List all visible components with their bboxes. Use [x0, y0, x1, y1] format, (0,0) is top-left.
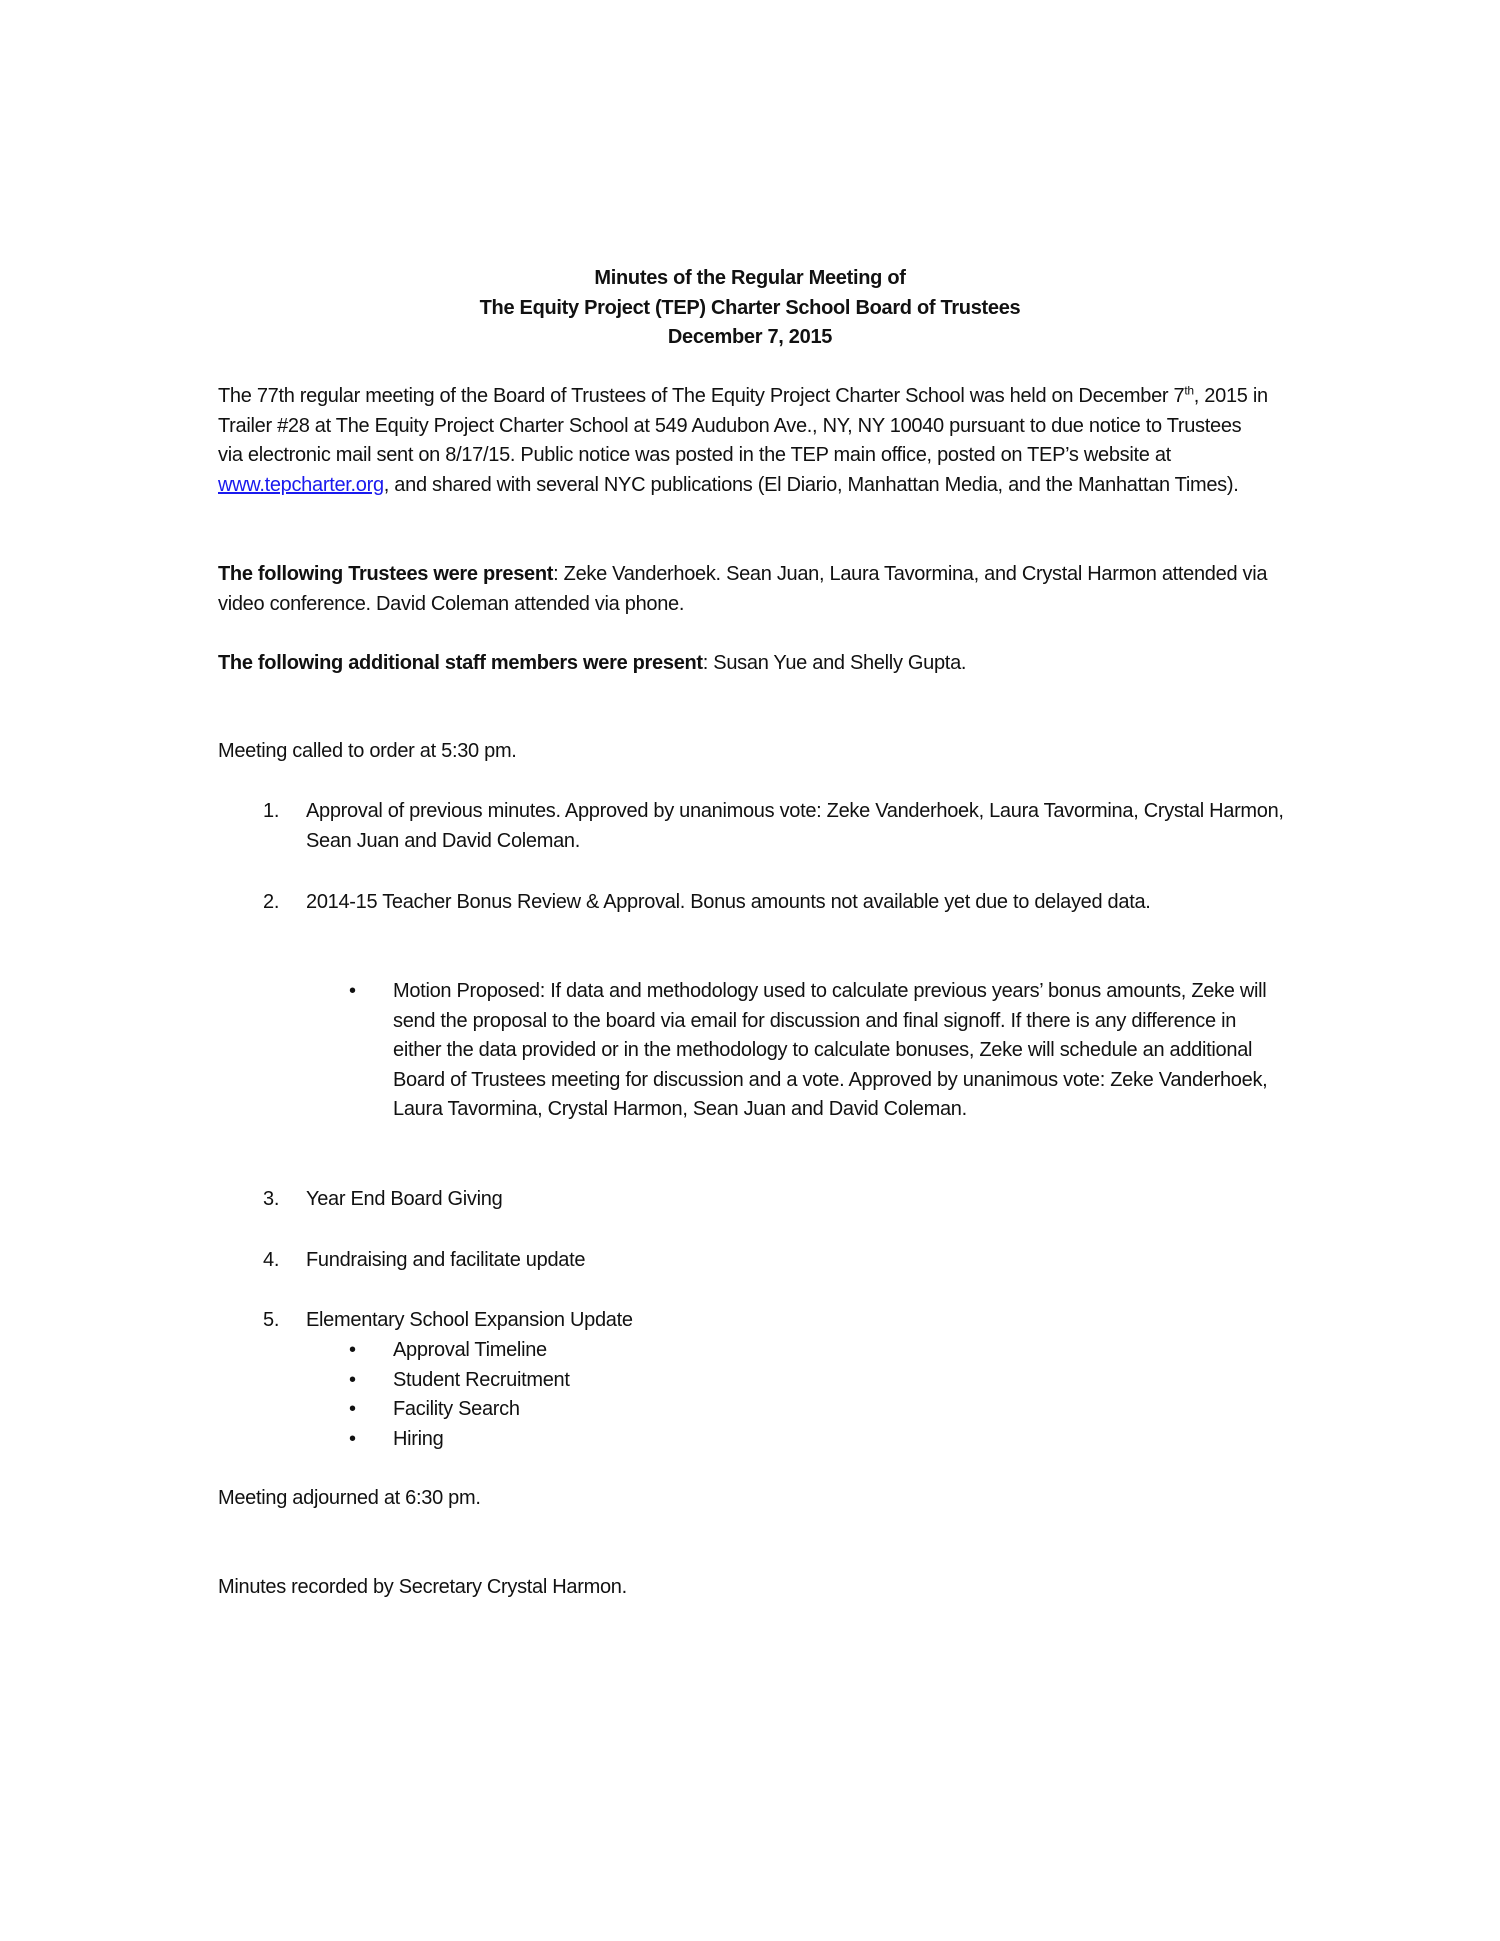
bullet-text: Student Recruitment: [393, 1369, 570, 1391]
sub-bullet: [0, 1336, 1500, 1366]
item-number: 5.: [263, 1309, 280, 1331]
intro-text: The 77th regular meeting of the Board of Trustees of The Equity Project Charter School was held on December 7: [218, 385, 1185, 407]
website-link[interactable]: www.tepcharter.org: [218, 473, 384, 496]
bullet-icon: •: [349, 1428, 356, 1450]
bullet-icon: •: [349, 1398, 356, 1420]
adjourned: Meeting adjourned at 6:30 pm.: [218, 1487, 481, 1509]
ordinal-suffix: th: [1184, 383, 1194, 398]
list-item-1: [0, 797, 1500, 857]
item-number: 2.: [263, 891, 280, 913]
recorded-by: Minutes recorded by Secretary Crystal Harmon.: [218, 1576, 627, 1598]
trustees-label: The following Trustees were present: [218, 563, 554, 585]
called-to-order: Meeting called to order at 5:30 pm.: [218, 740, 517, 762]
motion-bullet: [0, 977, 1500, 1157]
intro-text: , 2015 in Trailer #28 at The Equity Project Charter School at 549 Audubon Ave., NY, NY 10040 pursuant to due notice to Trustees via electronic mail sent on 8/17/15. Public notice was posted in the TEP main office, posted on TEP’s website at: [218, 385, 1268, 467]
intro-text: , and shared with several NYC publications (El Diario, Manhattan Media, and the Manhattan Times).: [383, 473, 1239, 496]
list-item-2: [0, 888, 1500, 948]
staff-label: The following additional staff members were present: [218, 652, 703, 674]
item-number: 3.: [263, 1188, 280, 1210]
title-date: December 7, 2015: [667, 326, 833, 349]
document-title: [0, 264, 1500, 353]
bullet-text: Hiring: [393, 1428, 444, 1450]
title-line-2: The Equity Project (TEP) Charter School Board of Trustees: [479, 296, 1021, 319]
sub-bullet: [0, 1366, 1500, 1396]
staff-present: [218, 649, 1298, 679]
list-item-4: [0, 1246, 1500, 1276]
item-number: 4.: [263, 1249, 280, 1271]
bullet-icon: •: [349, 1369, 356, 1391]
item-number: 1.: [263, 800, 280, 822]
bullet-text: Approval Timeline: [393, 1339, 547, 1361]
item-text: Approval of previous minutes. Approved by unanimous vote: Zeke Vanderhoek, Laura Tavormina, Crystal Harmon, Sean Juan and David Coleman.: [306, 800, 1284, 852]
item-text: Fundraising and facilitate update: [306, 1249, 586, 1271]
bullet-text: Motion Proposed: If data and methodology used to calculate previous years’ bonus amounts, Zeke will send the proposal to the board via email for discussion and final signoff. If there is any difference in either the data provided or in the methodology to calculate bonuses, Zeke will schedule an additional Board of Trustees meeting for discussion and a vote. Approved by unanimous vote: Zeke Vanderhoek, Laura Tavormina, Crystal Harmon, Sean Juan and David Coleman.: [393, 980, 1268, 1121]
list-item-5: [0, 1306, 1500, 1336]
sub-bullet: [0, 1425, 1500, 1455]
bullet-icon: •: [349, 980, 356, 1002]
bullet-text: Facility Search: [393, 1398, 520, 1420]
trustees-present: [218, 560, 1288, 619]
staff-text: : Susan Yue and Shelly Gupta.: [702, 652, 967, 674]
sub-bullet: [0, 1395, 1500, 1425]
item-text: 2014-15 Teacher Bonus Review & Approval. Bonus amounts not available yet due to delayed data.: [306, 891, 1151, 913]
item-text: Elementary School Expansion Update: [306, 1309, 633, 1331]
title-line-1: Minutes of the Regular Meeting of: [594, 267, 906, 289]
intro-paragraph: [218, 382, 1268, 500]
bullet-icon: •: [349, 1339, 356, 1361]
trustees-text: : Zeke Vanderhoek. Sean Juan, Laura Tavormina, and Crystal Harmon attended via video conference. David Coleman attended via phone.: [218, 563, 1268, 615]
list-item-3: [0, 1185, 1500, 1215]
item-text: Year End Board Giving: [306, 1188, 503, 1210]
